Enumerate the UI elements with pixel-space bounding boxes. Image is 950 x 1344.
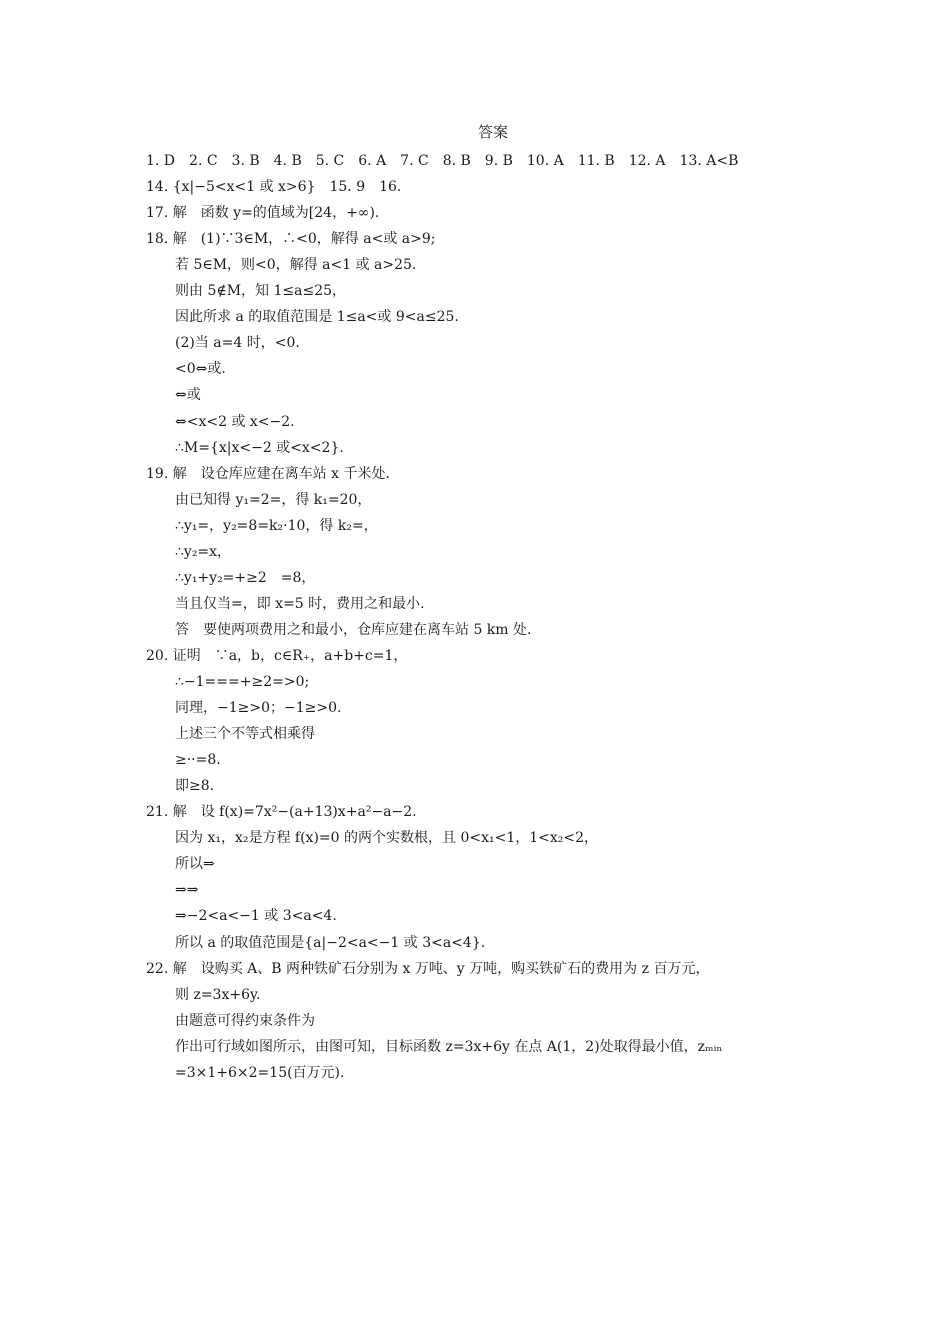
answer-line: 17. 解 函数 y=的值域为[24，+∞). (146, 205, 380, 221)
answer-line: 22. 解 设购买 A、B 两种铁矿石分别为 x 万吨、y 万吨，购买铁矿石的费用为 z 百万元， (146, 961, 710, 977)
answer-line: 21. 解 设 f(x)=7x²−(a+13)x+a²−a−2. (146, 804, 417, 820)
answer-line: ∴y₁=，y₂=8=k₂·10，得 k₂=， (175, 518, 378, 534)
answer-line: 由已知得 y₁=2=，得 k₁=20， (175, 492, 372, 508)
answer-line: <0⇔或. (175, 361, 226, 377)
answer-line: 1. D 2. C 3. B 4. B 5. C 6. A 7. C 8. B 9. B 10. A 11. B 12. A 13. A<B (146, 153, 739, 169)
answer-line: 上述三个不等式相乘得 (175, 726, 315, 742)
answer-line: 若 5∈M，则<0，解得 a<1 或 a>25. (175, 257, 417, 273)
answer-line: ⇔<x<2 或 x<−2. (175, 414, 295, 430)
answer-line: ⇒⇒ (175, 882, 199, 898)
answer-line: 14. {x|−5<x<1 或 x>6} 15. 9 16. (146, 179, 402, 195)
answer-line: ≥··=8. (175, 752, 221, 768)
answer-line: 即≥8. (175, 778, 215, 794)
answer-line: 则由 5∉M，知 1≤a≤25， (175, 283, 347, 299)
answer-line: 同理，−1≥>0；−1≥>0. (175, 700, 342, 716)
answer-line: ∴−1===+≥2=>0; (175, 674, 310, 690)
answer-line: (2)当 a=4 时，<0. (175, 335, 300, 351)
answer-line: ∴y₁+y₂=+≥2 =8， (175, 570, 316, 586)
answer-line: 则 z=3x+6y. (175, 987, 261, 1003)
answer-line: ⇔或 (175, 387, 201, 403)
answer-line: ⇒−2<a<−1 或 3<a<4. (175, 908, 337, 924)
answer-line: ∴M={x|x<−2 或<x<2}. (175, 440, 344, 456)
answer-line: 所以⇒ (175, 856, 215, 872)
answer-line: 20. 证明 ∵a，b，c∈R₊，a+b+c=1， (146, 648, 408, 664)
answer-line: 由题意可得约束条件为 (175, 1013, 315, 1029)
answer-line: ∴y₂=x， (175, 544, 232, 560)
answer-line: 所以 a 的取值范围是{a|−2<a<−1 或 3<a<4}. (175, 935, 486, 951)
answer-line: 因此所求 a 的取值范围是 1≤a<或 9<a≤25. (175, 309, 459, 325)
answer-line: 因为 x₁，x₂是方程 f(x)=0 的两个实数根，且 0<x₁<1，1<x₂<2， (175, 830, 599, 846)
answer-line: 19. 解 设仓库应建在离车站 x 千米处. (146, 466, 390, 482)
answer-line: =3×1+6×2=15(百万元). (175, 1065, 345, 1081)
answer-line: 答 要使两项费用之和最小，仓库应建在离车站 5 km 处. (175, 622, 532, 638)
answer-line: 18. 解 (1)∵3∈M，∴<0，解得 a<或 a>9; (146, 231, 436, 247)
answer-line: 当且仅当=，即 x=5 时，费用之和最小. (175, 596, 425, 612)
answer-line: 作出可行域如图所示，由图可知，目标函数 z=3x+6y 在点 A(1，2)处取得最小值，zₘᵢₙ (175, 1039, 723, 1055)
page-title: 答案 (477, 123, 508, 141)
